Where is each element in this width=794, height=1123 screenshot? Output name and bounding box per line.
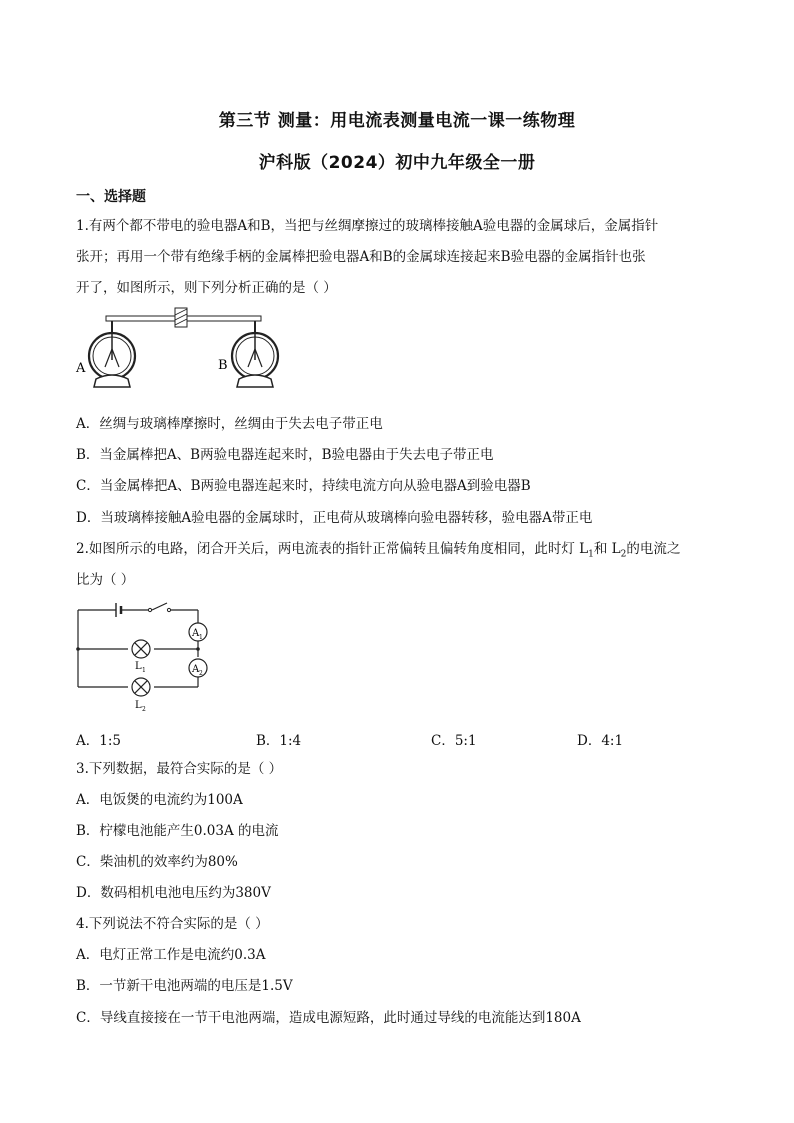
label-b: B bbox=[218, 358, 228, 373]
label-a: A bbox=[76, 361, 86, 376]
ammeter-a2 bbox=[189, 659, 207, 677]
q4-option-a: A．电灯正常工作是电流约0.3A bbox=[76, 947, 266, 963]
document-subtitle: 沪科版（2024）初中九年级全一册 bbox=[258, 153, 536, 173]
q2-option-c: C．5:1 bbox=[431, 733, 477, 749]
q1-stem-line1: 1.有两个都不带电的验电器A和B，当把与丝绸摩擦过的玻璃棒接触A验电器的金属球后，金属指针 bbox=[76, 218, 659, 234]
q2-option-d: D．4:1 bbox=[577, 733, 624, 749]
document-title: 第三节 测量：用电流表测量电流一课一练物理 bbox=[218, 111, 576, 131]
svg-text:2: 2 bbox=[199, 670, 203, 677]
electroscope-b bbox=[232, 321, 278, 387]
q3-option-d: D．数码相机电池电压约为380V bbox=[76, 885, 271, 901]
q3-stem: 3.下列数据，最符合实际的是（ ） bbox=[76, 761, 283, 777]
svg-text:2: 2 bbox=[142, 706, 146, 713]
q4-option-b: B．一节新干电池两端的电压是1.5V bbox=[76, 978, 293, 994]
svg-text:1: 1 bbox=[142, 667, 146, 674]
q1-option-b: B．当金属棒把A、B两验电器连起来时，B验电器由于失去电子带正电 bbox=[76, 447, 494, 463]
svg-text:A: A bbox=[192, 664, 200, 675]
svg-text:1: 1 bbox=[199, 634, 203, 641]
label-l2: L bbox=[135, 700, 142, 711]
q2-stem-line2: 比为（ ） bbox=[76, 572, 135, 588]
q2-stem-line1: 2.如图所示的电路，闭合开关后，两电流表的指针正常偏转且偏转角度相同，此时灯 $L_1$和 $L_2$的电流之 bbox=[76, 541, 681, 560]
label-l1: L bbox=[135, 661, 142, 672]
section-heading: 一、选择题 bbox=[76, 189, 146, 205]
q4-stem: 4.下列说法不符合实际的是（ ） bbox=[76, 916, 269, 932]
electroscope-a bbox=[89, 321, 135, 387]
q4-option-c: C．导线直接接在一节干电池两端，造成电源短路，此时通过导线的电流能达到180A bbox=[76, 1010, 581, 1026]
q2-option-b: B．1:4 bbox=[256, 733, 302, 749]
lamp-l1 bbox=[132, 640, 150, 658]
circuit-diagram bbox=[72, 598, 222, 718]
q2-option-a: A．1:5 bbox=[76, 733, 121, 749]
q3-option-a: A．电饭煲的电流约为100A bbox=[76, 792, 243, 808]
q1-option-a: A．丝绸与玻璃棒摩擦时，丝绸由于失去电子带正电 bbox=[76, 416, 383, 432]
q1-stem-line3: 开了，如图所示，则下列分析正确的是（ ） bbox=[76, 280, 337, 296]
q3-option-b: B．柠檬电池能产生0.03A 的电流 bbox=[76, 823, 279, 839]
ammeter-a1 bbox=[189, 623, 207, 641]
q1-option-c: C．当金属棒把A、B两验电器连起来时，持续电流方向从验电器A到验电器B bbox=[76, 478, 531, 494]
electroscope-figure bbox=[72, 305, 282, 405]
q3-option-c: C．柴油机的效率约为80% bbox=[76, 854, 238, 870]
q1-option-d: D．当玻璃棒接触A验电器的金属球时，正电荷从玻璃棒向验电器转移，验电器A带正电 bbox=[76, 510, 593, 526]
q1-stem-line2: 张开；再用一个带有绝缘手柄的金属棒把验电器A和B的金属球连接起来B验电器的金属指针也张 bbox=[76, 249, 646, 265]
svg-text:A: A bbox=[192, 628, 200, 639]
lamp-l2 bbox=[132, 678, 150, 696]
